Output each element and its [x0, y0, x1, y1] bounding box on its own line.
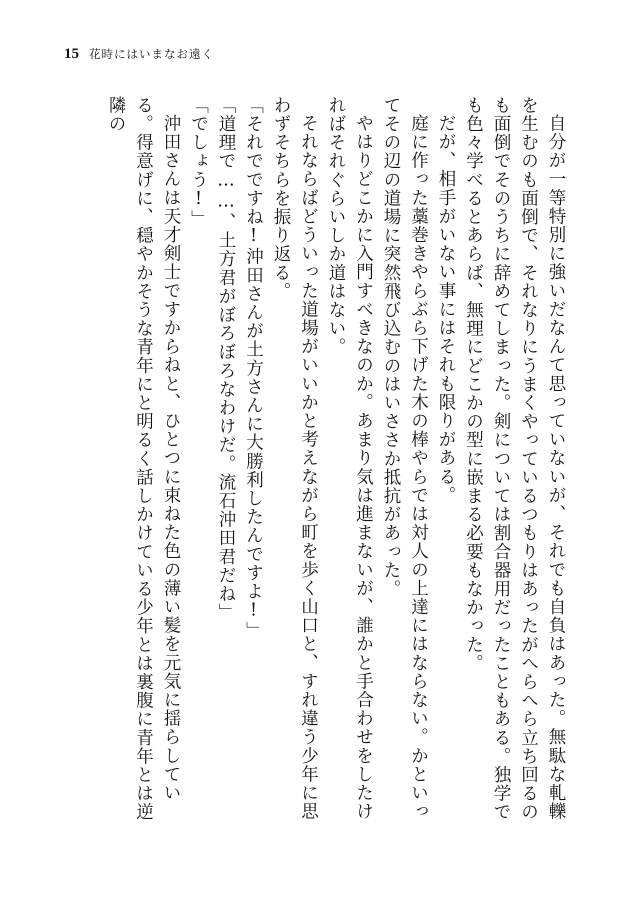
running-title: 花時にはいまなお遠く: [89, 47, 214, 61]
paragraph: 沖田さんは天才剣士ですからねと、ひとつに束ねた色の薄い髪を元気に揺らしている。得意げに、穏やかそうな青年にと明るく話しかけている少年とは裏腹に青年とは逆隣の: [106, 96, 181, 822]
paragraph: だが、相手がいない事にはそれも限りがある。: [436, 113, 456, 505]
paragraph: それならばどういった道場がいいかと考えながら町を歩く山口と、すれ違う少年に思わずそちらを振り返る。: [271, 96, 319, 821]
dialogue-line: 「道理で……、土方君がぼろぼろなわけだ。流石沖田君だね」: [216, 96, 236, 622]
dialogue-line: 「でしょう!」: [188, 96, 209, 229]
page-header: [64, 46, 214, 66]
vertical-text-body: [102, 96, 570, 836]
paragraph: やはりどこかに入門すべきなのか。あまり気は進まないが、誰かと手合わせをしたければそれぐらいしか道はない。: [326, 96, 374, 821]
paragraph: 自分が一等特別に強いだなんて思っていないが、それでも自負はあった。無駄な軋轢を生むのも面倒で、それなりにうまくやっているつもりはあったがへらへら立ち回るのも面倒でそのうちに辞めてしまった。剣については割合器用だったこともある。独学でも色々学べるとあらば、無理にどこかの型に嵌まる必要もなかった。: [463, 96, 566, 822]
paragraph: 庭に作った藁巻きやらぶら下げた木の棒やらでは対人の上達にはならない。かといってその辺の道場に突然飛び込むのはいささか抵抗があった。: [381, 96, 429, 821]
page-number: 15: [64, 46, 79, 62]
dialogue-line: 「それでですね!沖田さんが土方さんに大勝利したんですよ!」: [243, 96, 264, 641]
